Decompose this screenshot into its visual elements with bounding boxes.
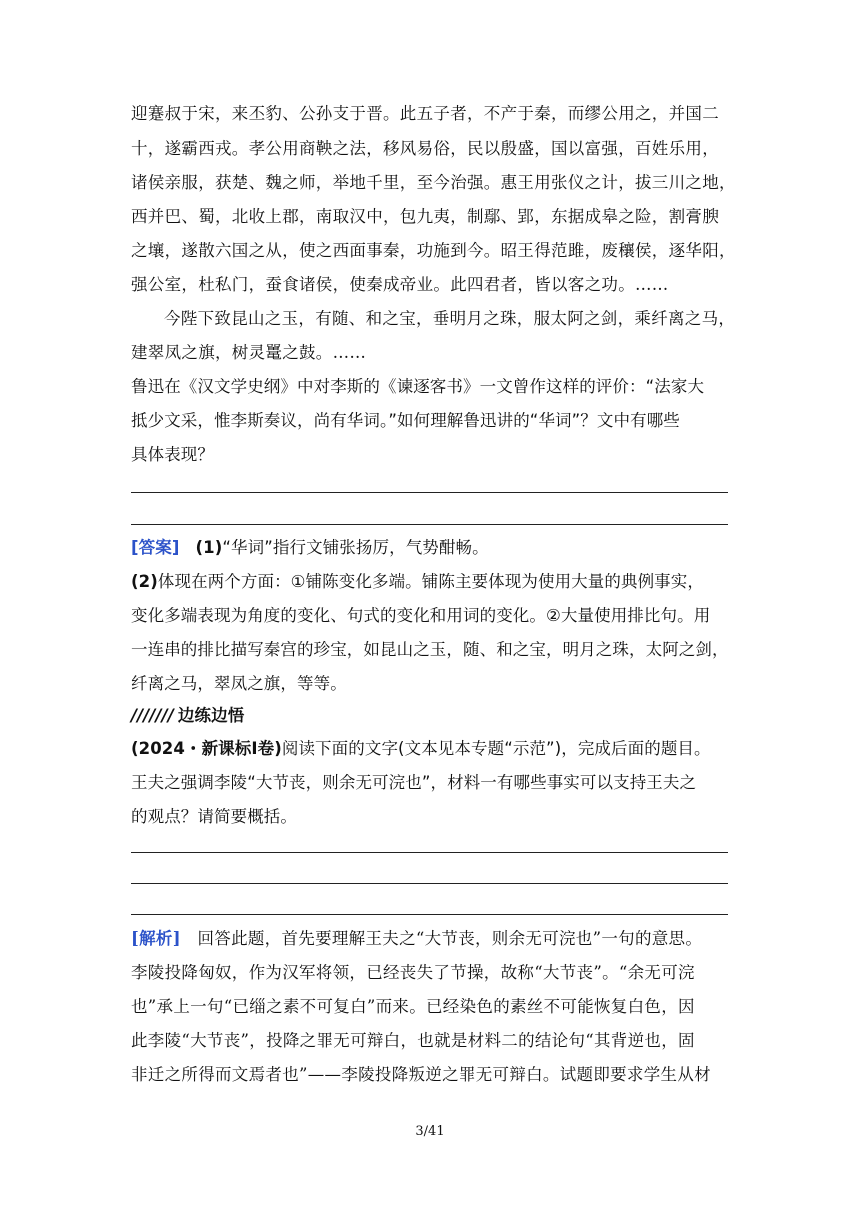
exercise-source: (2024・新课标Ⅰ卷) [131, 739, 282, 758]
exercise-line: 王夫之强调李陵“大节丧，则余无可浣也”，材料一有哪些事实可以支持王夫之 [131, 773, 697, 792]
classical-line: 强公室，杜私门，蚕食诸侯，使秦成帝业。此四君者，皆以客之功。…… [131, 275, 669, 294]
question-line: 鲁迅在《汉文学史纲》中对李斯的《谏逐客书》一文曾作这样的评价：“法家大 [131, 377, 705, 396]
classical-line: 今陛下致昆山之玉，有随、和之宝，垂明月之珠，服太阿之剑，乘纤离之马， [164, 309, 736, 328]
section-title: 边练边悟 [177, 706, 245, 725]
question-line: 具体表现？ [131, 445, 214, 464]
answer-label: (2) [131, 572, 158, 591]
answer-text: 体现在两个方面：①铺陈变化多端。铺陈主要体现为使用大量的典例事实， [157, 572, 704, 591]
classical-line: 西并巴、蜀，北收上郡，南取汉中，包九夷，制鄢、郢，东据成皋之险，割膏腴 [131, 207, 719, 226]
answer-line [131, 537, 731, 559]
answer-line: 一连串的排比描写秦宫的珍宝，如昆山之玉，随、和之宝，明月之珠，太阿之剑， [131, 640, 729, 659]
section-heading [131, 705, 731, 727]
answer-tag: [答案] [131, 538, 180, 557]
classical-line: 之壤，遂散六国之从，使之西面事秦，功施到今。昭王得范雎，废穰侯，逐华阳， [131, 241, 736, 260]
answer-blank-line [131, 524, 728, 525]
answer-blank-line [131, 883, 728, 884]
classical-line: 十，遂霸西戎。孝公用商鞅之法，移风易俗，民以殷盛，国以富强，百姓乐用， [131, 139, 719, 158]
question-line: 抵少文采，惟李斯奏议，尚有华词。”如何理解鲁迅讲的“华词”？文中有哪些 [131, 411, 680, 430]
answer-blank-line [131, 914, 728, 915]
classical-line: 建翠凤之旗，树灵鼍之鼓。…… [131, 343, 367, 362]
exercise-text: 阅读下面的文字(文本见本专题“示范”)，完成后面的题目。 [281, 739, 711, 758]
exercise-line: 的观点？请简要概括。 [131, 807, 297, 826]
classical-line: 迎蹇叔于宋，来丕豹、公孙支于晋。此五子者，不产于秦，而缪公用之，并国二 [131, 104, 719, 123]
exercise-line [131, 738, 731, 760]
analysis-line: 也”承上一句“已缁之素不可复白”而来。已经染色的素丝不可能恢复白色，因 [131, 997, 695, 1016]
answer-line: 变化多端表现为角度的变化、句式的变化和用词的变化。②大量使用排比句。用 [131, 606, 711, 625]
analysis-line: 非迁之所得而文焉者也”——李陵投降叛逆之罪无可辩白。试题即要求学生从材 [131, 1065, 711, 1084]
analysis-text: 回答此题，首先要理解王夫之“大节丧，则余无可浣也”一句的意思。 [197, 929, 703, 948]
answer-label: (1) [195, 538, 223, 557]
analysis-tag: [解析] [131, 929, 181, 948]
answer-blank-line [131, 852, 728, 853]
analysis-line: 此李陵“大节丧”，投降之罪无可辩白，也就是材料二的结论句“其背逆也，固 [131, 1031, 695, 1050]
page-number: 3/41 [415, 1124, 445, 1139]
answer-line: 纤离之马，翠凤之旗，等等。 [131, 674, 347, 693]
section-slashes: /////// [131, 706, 174, 725]
classical-line: 诸侯亲服，获楚、魏之师，举地千里，至今治强。惠王用张仪之计，拔三川之地， [131, 173, 736, 192]
analysis-line [131, 928, 731, 950]
answer-text: “华词”指行文铺张扬厉，气势酣畅。 [222, 538, 489, 557]
answer-line [131, 571, 731, 593]
answer-blank-line [131, 492, 728, 493]
analysis-line: 李陵投降匈奴，作为汉军将领，已经丧失了节操，故称“大节丧”。“余无可浣 [131, 963, 695, 982]
